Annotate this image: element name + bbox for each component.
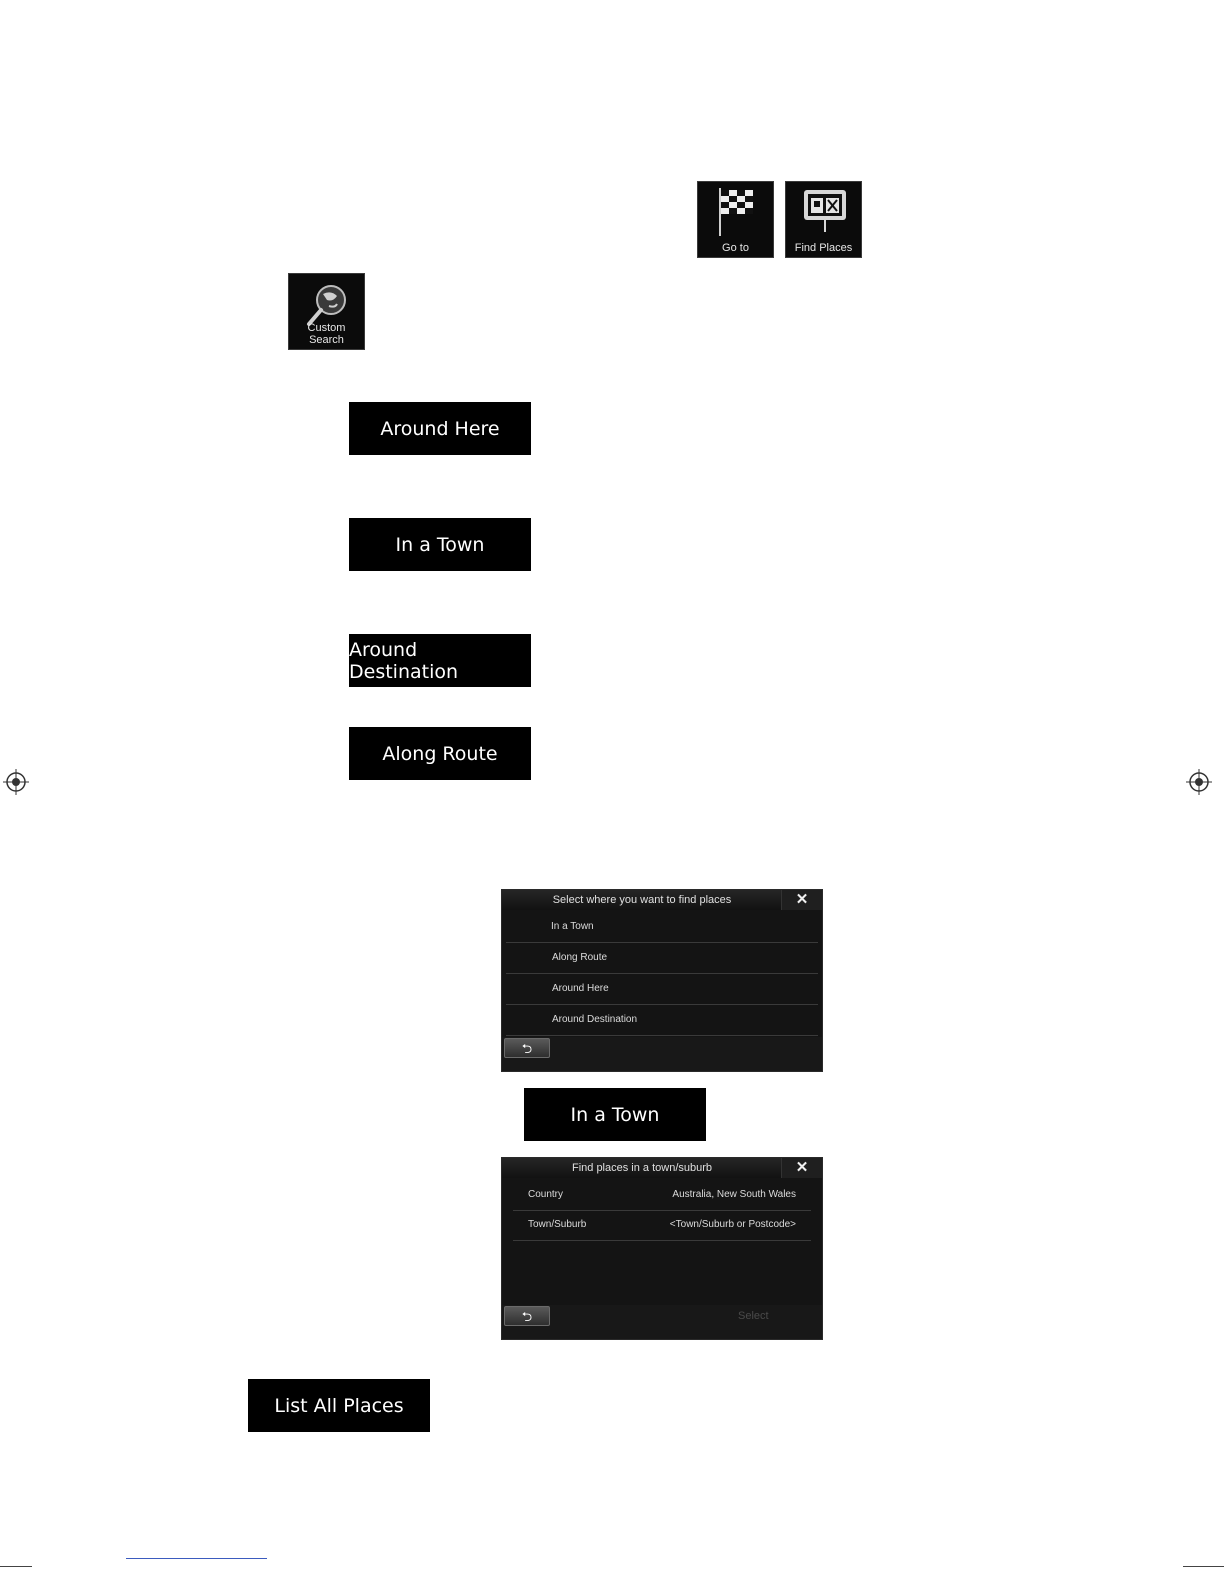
- footer-rule: [0, 1566, 32, 1567]
- list-item-around-here[interactable]: Around Here: [506, 974, 818, 1005]
- custom-search-button[interactable]: [288, 273, 365, 350]
- bottom-bar: [502, 1037, 822, 1071]
- select-button[interactable]: Select: [738, 1310, 769, 1322]
- close-icon[interactable]: ✕: [781, 1158, 822, 1178]
- find-places-label: Find Places: [794, 242, 853, 254]
- list-item-in-a-town[interactable]: In a Town: [506, 912, 818, 943]
- list-all-places-button[interactable]: List All Places: [248, 1379, 430, 1432]
- panel-title: Find places in a town/suburb: [502, 1158, 782, 1178]
- town-suburb-value: <Town/Suburb or Postcode>: [669, 1219, 796, 1230]
- town-suburb-row[interactable]: [513, 1210, 811, 1241]
- magnifier-globe-icon: [303, 280, 351, 328]
- around-here-button[interactable]: Around Here: [349, 402, 531, 455]
- around-destination-button[interactable]: Around Destination: [349, 634, 531, 687]
- bottom-bar: [502, 1305, 822, 1339]
- country-value: Australia, New South Wales: [672, 1189, 796, 1200]
- footer-rule: [1183, 1566, 1224, 1567]
- list-item-along-route[interactable]: Along Route: [506, 943, 818, 974]
- in-a-town-button[interactable]: In a Town: [349, 518, 531, 571]
- go-to-button[interactable]: [697, 181, 774, 258]
- list-item-around-destination[interactable]: Around Destination: [506, 1005, 818, 1036]
- along-route-button[interactable]: Along Route: [349, 727, 531, 780]
- country-row[interactable]: [513, 1180, 811, 1211]
- go-to-label: Go to: [722, 242, 749, 254]
- country-label: Country: [528, 1189, 564, 1200]
- find-places-button[interactable]: [785, 181, 862, 258]
- panel-title: Select where you want to find places: [502, 890, 782, 910]
- in-a-town-button-2[interactable]: In a Town: [524, 1088, 706, 1141]
- town-suburb-label: Town/Suburb: [528, 1219, 587, 1230]
- close-icon[interactable]: ✕: [781, 890, 822, 910]
- back-arrow-icon[interactable]: ⮌: [504, 1038, 550, 1058]
- checkered-flag-icon: [716, 186, 760, 238]
- registration-mark-icon: [1186, 769, 1212, 795]
- custom-search-label: Custom Search: [307, 322, 346, 346]
- footer-link-rule: [126, 1558, 267, 1559]
- select-location-screen: [501, 889, 823, 1072]
- signpost-icon: [802, 188, 848, 234]
- find-in-town-screen: [501, 1157, 823, 1340]
- back-arrow-icon[interactable]: ⮌: [504, 1306, 550, 1326]
- registration-mark-icon: [3, 769, 29, 795]
